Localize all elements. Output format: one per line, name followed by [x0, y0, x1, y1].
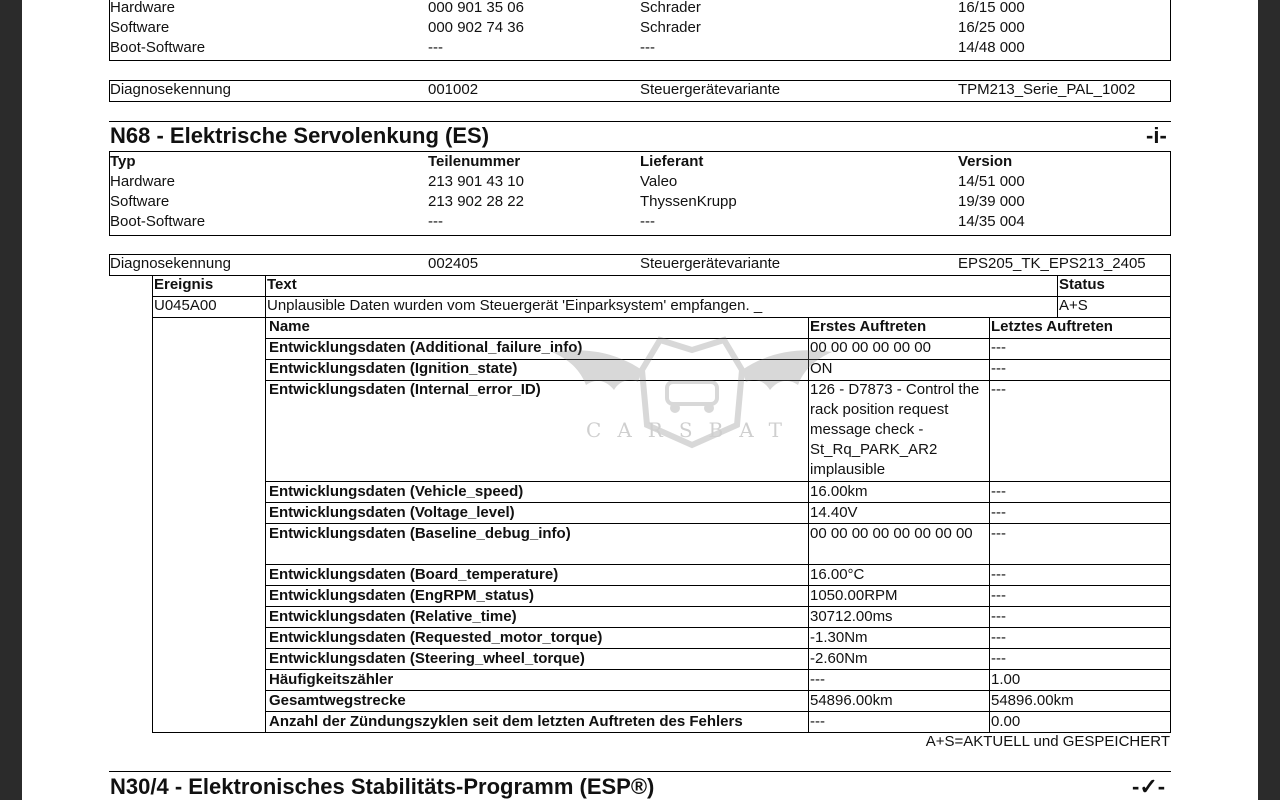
- detail-first: ---: [810, 671, 825, 688]
- checkmark-marker[interactable]: -✓-: [1132, 774, 1166, 799]
- top-row-typ: Software: [110, 19, 170, 36]
- detail-name: Entwicklungsdaten (Additional_failure_info): [269, 339, 583, 356]
- status-legend: A+S=AKTUELL und GESPEICHERT: [925, 733, 1170, 750]
- top-row-ver: 16/25 000: [958, 19, 1025, 36]
- detail-header-last: Letztes Auftreten: [991, 318, 1113, 335]
- section-title-n30: N30/4 - Elektronisches Stabilitäts-Programm (ESP®): [110, 774, 655, 799]
- detail-name: Häufigkeitszähler: [269, 671, 394, 688]
- col-header-typ: Typ: [110, 153, 136, 170]
- event-header-ereignis: Ereignis: [154, 276, 214, 293]
- detail-header-first: Erstes Auftreten: [810, 318, 927, 335]
- n68-row-typ: Boot-Software: [110, 213, 206, 230]
- detail-last: ---: [991, 566, 1006, 583]
- watermark-text: CARSBAT: [586, 418, 798, 442]
- detail-last: ---: [991, 650, 1006, 667]
- detail-name: Gesamtwegstrecke: [269, 692, 406, 709]
- col-header-version: Version: [958, 153, 1013, 170]
- detail-last: ---: [991, 381, 1006, 398]
- section-title-n68: N68 - Elektrische Servolenkung (ES): [110, 123, 490, 148]
- detail-first: 16.00km: [810, 483, 868, 500]
- top-row-lief: Schrader: [640, 19, 701, 36]
- detail-first: -1.30Nm: [810, 629, 868, 646]
- detail-last: ---: [991, 587, 1006, 604]
- top-variant-label: Steuergerätevariante: [640, 81, 781, 98]
- detail-first: 00 00 00 00 00 00: [810, 339, 931, 356]
- n68-row-lief: ThyssenKrupp: [640, 193, 737, 210]
- detail-name: Entwicklungsdaten (Internal_error_ID): [269, 381, 541, 398]
- detail-name: Entwicklungsdaten (Board_temperature): [269, 566, 559, 583]
- detail-name: Entwicklungsdaten (Ignition_state): [269, 360, 518, 377]
- event-text: Unplausible Daten wurden vom Steuergerät 'Einparksystem' empfangen. _: [267, 297, 763, 314]
- col-header-lieferant: Lieferant: [640, 153, 704, 170]
- n68-row-teil: 213 902 28 22: [428, 193, 524, 210]
- top-row-typ: Hardware: [110, 0, 176, 16]
- detail-last: 54896.00km: [991, 692, 1074, 709]
- n68-row-teil: ---: [428, 213, 443, 230]
- detail-last: 0.00: [991, 713, 1021, 730]
- bat-logo-icon: [542, 330, 842, 470]
- n68-variant-value: EPS205_TK_EPS213_2405: [958, 255, 1146, 272]
- n68-row-ver: 19/39 000: [958, 193, 1025, 210]
- detail-first: 126 - D7873 - Control the rack position request message check - St_Rq_PARK_AR2 implausible: [810, 381, 980, 478]
- detail-name: Entwicklungsdaten (Requested_motor_torque): [269, 629, 603, 646]
- n68-diag-value: 002405: [428, 255, 479, 272]
- detail-first: -2.60Nm: [810, 650, 868, 667]
- detail-name: Entwicklungsdaten (Baseline_debug_info): [269, 525, 571, 542]
- detail-first: ON: [810, 360, 833, 377]
- top-row-typ: Boot-Software: [110, 39, 206, 56]
- n68-row-lief: Valeo: [640, 173, 678, 190]
- col-header-teilenummer: Teilenummer: [428, 153, 521, 170]
- n68-row-typ: Software: [110, 193, 170, 210]
- top-row-teil: 000 902 74 36: [428, 19, 524, 36]
- detail-last: ---: [991, 525, 1006, 542]
- event-header-status: Status: [1059, 276, 1105, 293]
- document-page: [22, 0, 1258, 800]
- viewer-left-edge: [0, 0, 22, 800]
- top-diag-label: Diagnosekennung: [110, 81, 231, 98]
- n68-variant-label: Steuergerätevariante: [640, 255, 781, 272]
- n68-row-ver: 14/35 004: [958, 213, 1025, 230]
- detail-last: ---: [991, 360, 1006, 377]
- top-row-teil: ---: [428, 39, 443, 56]
- detail-header-name: Name: [269, 318, 310, 335]
- top-row-lief: ---: [640, 39, 655, 56]
- detail-first: 1050.00RPM: [810, 587, 898, 604]
- top-row-ver: 16/15 000: [958, 0, 1025, 16]
- detail-last: ---: [991, 483, 1006, 500]
- detail-first: 16.00°C: [810, 566, 865, 583]
- top-variant-value: TPM213_Serie_PAL_1002: [958, 81, 1136, 98]
- carsbat-watermark: [542, 330, 842, 470]
- event-code: U045A00: [154, 297, 217, 314]
- detail-last: 1.00: [991, 671, 1021, 688]
- detail-name: Anzahl der Zündungszyklen seit dem letzten Auftreten des Fehlers: [269, 713, 743, 730]
- detail-name: Entwicklungsdaten (Steering_wheel_torque): [269, 650, 585, 667]
- top-row-ver: 14/48 000: [958, 39, 1025, 56]
- info-marker[interactable]: -i-: [1146, 123, 1167, 148]
- detail-name: Entwicklungsdaten (EngRPM_status): [269, 587, 535, 604]
- top-diag-value: 001002: [428, 81, 479, 98]
- n68-row-lief: ---: [640, 213, 655, 230]
- detail-last: ---: [991, 504, 1006, 521]
- n68-row-ver: 14/51 000: [958, 173, 1025, 190]
- status-badge: A+S: [1059, 297, 1088, 314]
- viewer-right-edge: [1258, 0, 1280, 800]
- detail-first: 00 00 00 00 00 00 00 00: [810, 525, 973, 542]
- detail-last: ---: [991, 339, 1006, 356]
- event-header-text: Text: [267, 276, 297, 293]
- detail-first: 54896.00km: [810, 692, 893, 709]
- top-row-lief: Schrader: [640, 0, 701, 16]
- detail-first: 14.40V: [810, 504, 858, 521]
- detail-first: ---: [810, 713, 825, 730]
- n68-row-typ: Hardware: [110, 173, 176, 190]
- n68-diag-label: Diagnosekennung: [110, 255, 231, 272]
- detail-name: Entwicklungsdaten (Vehicle_speed): [269, 483, 524, 500]
- detail-name: Entwicklungsdaten (Voltage_level): [269, 504, 515, 521]
- detail-last: ---: [991, 608, 1006, 625]
- top-row-teil: 000 901 35 06: [428, 0, 524, 16]
- detail-last: ---: [991, 629, 1006, 646]
- detail-name: Entwicklungsdaten (Relative_time): [269, 608, 517, 625]
- n68-row-teil: 213 901 43 10: [428, 173, 524, 190]
- detail-first: 30712.00ms: [810, 608, 893, 625]
